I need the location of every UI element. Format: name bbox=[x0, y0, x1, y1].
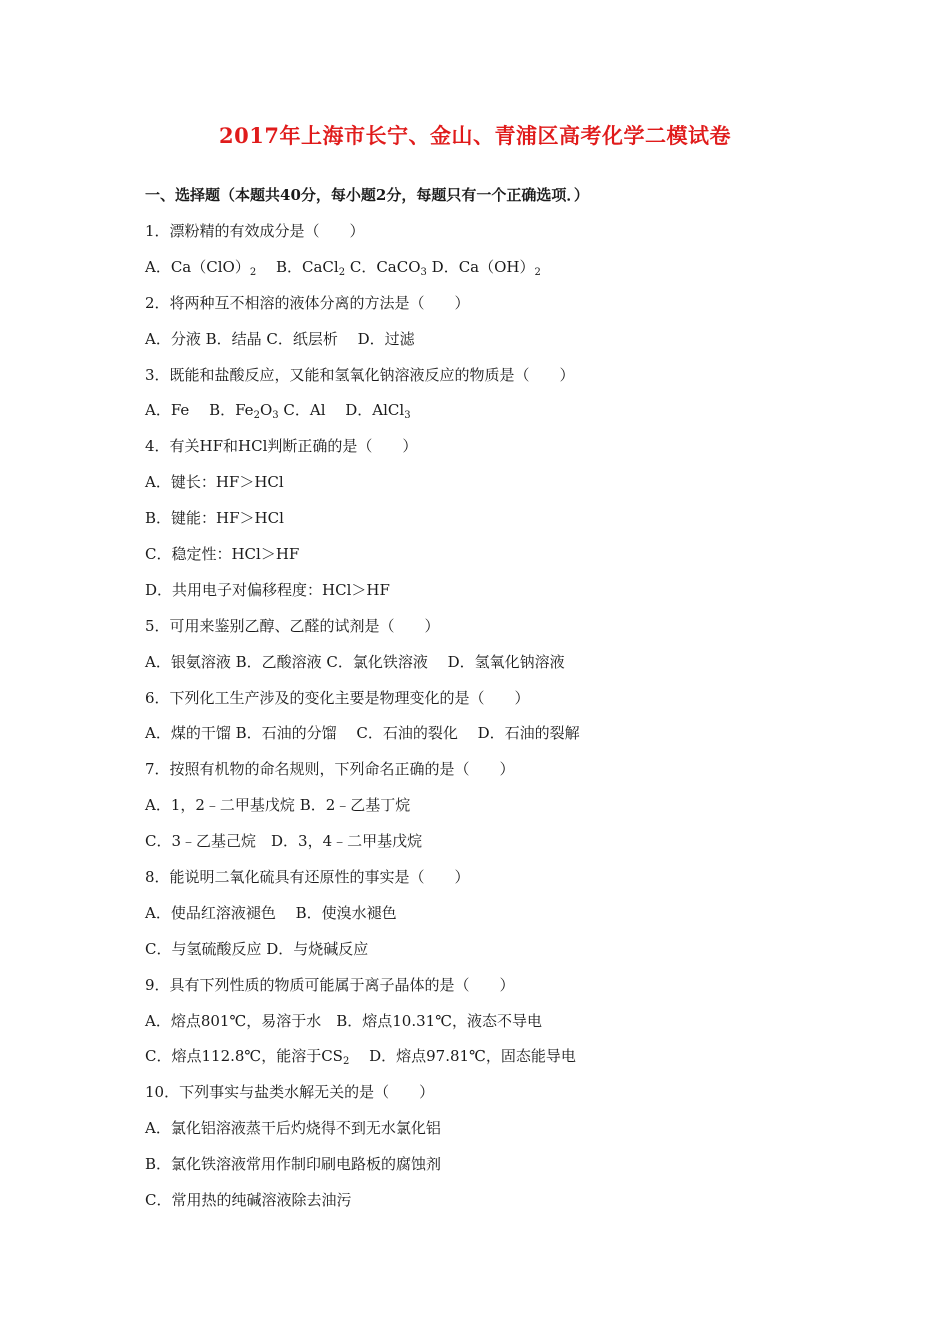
option-text: C．熔点112.8℃，能溶于CS bbox=[145, 1047, 343, 1066]
answer-options: C．常用热的纯碱溶液除去油污 bbox=[145, 1191, 352, 1210]
subscript: 2 bbox=[249, 266, 257, 278]
question-stem: 10．下列事实与盐类水解无关的是（ ） bbox=[145, 1083, 435, 1102]
question-stem: 9．具有下列性质的物质可能属于离子晶体的是（ ） bbox=[145, 975, 515, 994]
subscript: 2 bbox=[253, 410, 260, 422]
answer-options: B．氯化铁溶液常用作制印刷电路板的腐蚀剂 bbox=[145, 1155, 442, 1174]
answer-options: B．键能：HF＞HCl bbox=[145, 509, 284, 528]
answer-options bbox=[145, 1043, 845, 1079]
answer-options: A．银氨溶液 B．乙酸溶液 C．氯化铁溶液 D．氢氧化钠溶液 bbox=[145, 652, 565, 671]
option-text: D．Ca（OH） bbox=[426, 257, 535, 276]
answer-options: C．与氢硫酸反应 D．与烧碱反应 bbox=[145, 939, 369, 958]
section-heading: 一、选择题（本题共40分，每小题2分，每题只有一个正确选项．） bbox=[145, 186, 589, 204]
answer-options: A．分液 B．结晶 C．纸层析 D．过滤 bbox=[145, 329, 415, 348]
answer-options: A．熔点801℃，易溶于水 B．熔点10.31℃，液态不导电 bbox=[145, 1011, 542, 1030]
question-stem: 3．既能和盐酸反应，又能和氢氧化钠溶液反应的物质是（ ） bbox=[145, 365, 575, 384]
question-stem: 8．能说明二氧化硫具有还原性的事实是（ ） bbox=[145, 868, 470, 887]
option-text: B．CaCl bbox=[256, 257, 339, 276]
question-stem: 5．可用来鉴别乙醇、乙醛的试剂是（ ） bbox=[145, 616, 440, 635]
answer-options: A．使品红溶液褪色 B．使溴水褪色 bbox=[145, 903, 397, 922]
option-text: D．熔点97.81℃，固态能导电 bbox=[349, 1047, 576, 1066]
answer-options: D．共用电子对偏移程度：HCl＞HF bbox=[145, 580, 390, 599]
subscript: 2 bbox=[534, 266, 541, 278]
answer-options: A．键长：HF＞HCl bbox=[145, 473, 284, 492]
option-text: A．Fe B．Fe bbox=[145, 401, 254, 420]
subscript: 3 bbox=[272, 410, 279, 422]
question-stem: 4．有关HF和HCl判断正确的是（ ） bbox=[145, 437, 418, 456]
option-text: A．Ca（ClO） bbox=[145, 257, 250, 276]
subscript: 2 bbox=[342, 1056, 350, 1068]
option-text: O bbox=[259, 401, 273, 420]
answer-options bbox=[145, 254, 845, 290]
answer-options: A．煤的干馏 B．石油的分馏 C．石油的裂化 D．石油的裂解 bbox=[145, 724, 580, 743]
question-stem: 1．漂粉精的有效成分是（ ） bbox=[145, 222, 365, 240]
answer-options: A．氯化铝溶液蒸干后灼烧得不到无水氯化铝 bbox=[145, 1119, 441, 1138]
option-text: C．Al D．AlCl bbox=[278, 401, 405, 420]
option-text: C．CaCO bbox=[345, 257, 421, 276]
answer-options: C．3﹣乙基己烷 D．3，4﹣二甲基戊烷 bbox=[145, 832, 423, 851]
question-stem: 7．按照有机物的命名规则，下列命名正确的是（ ） bbox=[145, 760, 515, 779]
answer-options: C．稳定性：HCl＞HF bbox=[145, 545, 300, 564]
answer-options: A．1，2﹣二甲基戊烷 B．2﹣乙基丁烷 bbox=[145, 796, 411, 815]
question-stem: 2．将两种互不相溶的液体分离的方法是（ ） bbox=[145, 293, 470, 312]
question-list bbox=[145, 218, 845, 1223]
subscript: 3 bbox=[420, 266, 427, 278]
answer-options bbox=[145, 397, 845, 433]
subscript: 2 bbox=[338, 266, 346, 278]
document-title: 2017年上海市长宁、金山、青浦区高考化学二模试卷 bbox=[219, 123, 731, 148]
subscript: 3 bbox=[404, 410, 411, 422]
question-stem: 6．下列化工生产涉及的变化主要是物理变化的是（ ） bbox=[145, 688, 530, 707]
